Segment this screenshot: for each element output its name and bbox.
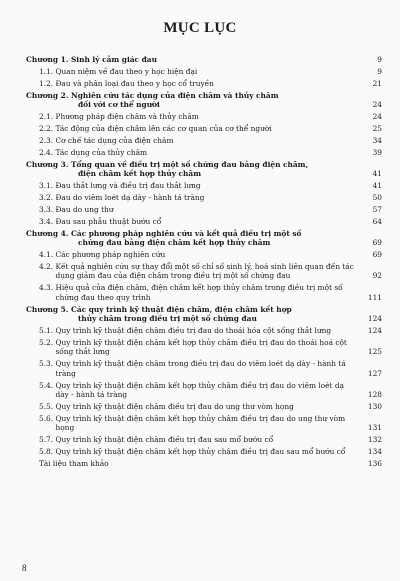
toc-entry-number: 4.1. (39, 249, 54, 259)
toc-entry-title-continuation: thủy châm trong điều trị một số chứng đau (78, 314, 257, 324)
toc-entry-number: 5.4. (39, 380, 54, 390)
toc-entry-number: 5.3. (39, 359, 54, 369)
toc-section-entry (26, 338, 382, 357)
toc-entry-page: 136 (367, 459, 382, 469)
toc-entry-title: Quan niệm về đau theo y học hiện đại (55, 66, 198, 76)
toc-entry-title: Quy trình kỹ thuật điện châm điều trị đau sau mổ bướu cổ (55, 435, 274, 445)
toc-entry-title: Đau sau phẫu thuật bướu cổ (55, 216, 162, 226)
toc-entry-number: 5.8. (39, 447, 54, 457)
toc-entry-page: 124 (367, 326, 382, 336)
toc-entry-page: 21 (372, 78, 382, 88)
toc-entry-title: Quy trình kỹ thuật điện châm kết hợp thủy châm điều trị đau do thoái hoá cột sống thắt lưng (55, 337, 347, 357)
toc-entry-page: 24 (372, 100, 382, 110)
toc-entry-page: 41 (372, 169, 382, 179)
toc-entry-page: 34 (372, 135, 382, 145)
page-number: 8 (22, 563, 27, 573)
toc-entry-page: 50 (372, 192, 382, 202)
toc-entry-title: Đau và phân loại đau theo y học cổ truyền (55, 78, 214, 88)
toc-entry-number: 4.2. (39, 261, 54, 271)
toc-references-entry (26, 459, 382, 469)
toc-section-entry (26, 205, 382, 215)
toc-entry-number: 2.4. (39, 147, 54, 157)
toc-entry-page: 134 (367, 447, 382, 457)
toc-section-entry (26, 193, 382, 203)
table-of-contents (26, 55, 382, 471)
toc-entry-title: Chương 2. Nghiên cứu tác dụng của điện châm và thủy châm (26, 90, 279, 100)
toc-section-entry (26, 148, 382, 158)
toc-entry-page: 9 (377, 66, 382, 76)
toc-entry-number: 5.6. (39, 413, 54, 423)
toc-entry-page: 130 (367, 402, 382, 412)
toc-entry-title: Chương 5. Các quy trình kỹ thuật điện châm, điện châm kết hợp (26, 304, 292, 314)
toc-entry-title: Cơ chế tác dụng của điện châm (55, 135, 174, 145)
toc-entry-title: Quy trình kỹ thuật điện châm điều trị đau do thoái hóa cột sống thắt lưng (55, 326, 332, 336)
toc-section-entry (26, 67, 382, 77)
toc-section-entry (26, 326, 382, 336)
toc-entry-page: 111 (367, 292, 382, 302)
toc-section-entry (26, 181, 382, 191)
toc-entry-title: Hiệu quả của điện châm, điện châm kết hợp thủy châm trong điều trị một số chứng đau theo quy trình (55, 283, 343, 302)
toc-entry-title: Đau do ung thư (55, 204, 114, 214)
toc-entry-title: Chương 4. Các phương pháp nghiên cứu và kết quả điều trị một số (26, 228, 302, 238)
toc-entry-title: Quy trình kỹ thuật điện châm kết hợp thủy châm điều trị đau do viêm loét dạ dày - hành tá tràng (55, 380, 344, 400)
page-title: MỤC LỤC (163, 20, 237, 36)
toc-entry-number: 2.1. (39, 112, 54, 122)
toc-entry-page: 92 (372, 271, 382, 281)
toc-entry-page: 24 (372, 112, 382, 122)
toc-entry-title: Tài liệu tham khảo (39, 459, 109, 469)
toc-section-entry (26, 381, 382, 400)
toc-section-entry (26, 359, 382, 378)
toc-entry-page: 57 (372, 204, 382, 214)
toc-entry-number: 1.1. (39, 66, 54, 76)
toc-entry-title: Tác động của điện châm lên các cơ quan của cơ thể người (55, 123, 272, 133)
toc-entry-title: Quy trình kỹ thuật điện châm kết hợp thủy châm điều trị đau do ung thư vòm họng (55, 413, 346, 433)
toc-entry-page: 9 (377, 55, 382, 64)
toc-entry-page: 25 (372, 123, 382, 133)
toc-section-entry (26, 79, 382, 89)
toc-entry-title-continuation: đối với cơ thể người (78, 100, 160, 110)
toc-entry-page: 64 (372, 216, 382, 226)
toc-entry-title: Kết quả nghiên cứu sự thay đổi một số chỉ số sinh lý, hoá sinh liên quan đến tác dụng giảm đau của điện châm trong điều trị một số chứng đau (55, 261, 354, 281)
toc-entry-number: 3.2. (39, 192, 54, 202)
toc-entry-title: Chương 1. Sinh lý cảm giác đau (26, 55, 157, 64)
toc-section-entry (26, 283, 382, 302)
toc-section-entry (26, 402, 382, 412)
toc-entry-title-continuation: chứng đau bằng điện châm kết hợp thủy châm (78, 238, 271, 248)
toc-chapter-entry (26, 160, 382, 179)
toc-entry-page: 125 (367, 347, 382, 357)
toc-entry-number: 5.7. (39, 435, 54, 445)
toc-entry-number: 3.3. (39, 204, 54, 214)
toc-entry-number: 3.1. (39, 181, 54, 191)
toc-entry-page: 127 (367, 368, 382, 378)
toc-entry-title: Phương pháp điện châm và thủy châm (55, 112, 199, 122)
toc-section-entry (26, 217, 382, 227)
toc-entry-number: 1.2. (39, 78, 54, 88)
toc-section-entry (26, 124, 382, 134)
toc-entry-number: 2.3. (39, 135, 54, 145)
toc-entry-title-continuation: điện châm kết hợp thủy châm (78, 169, 202, 179)
toc-entry-page: 69 (372, 238, 382, 248)
toc-section-entry (26, 136, 382, 146)
toc-entry-title: Chương 3. Tổng quan về điều trị một số chứng đau bằng điện châm, (26, 159, 309, 169)
toc-entry-page: 39 (372, 147, 382, 157)
toc-entry-page: 128 (367, 390, 382, 400)
toc-entry-title: Đau thắt lưng và điều trị đau thắt lưng (55, 181, 201, 191)
toc-entry-number: 5.5. (39, 402, 54, 412)
toc-entry-title: Quy trình kỹ thuật điện châm điều trị đau do ung thư vòm họng (55, 402, 294, 412)
toc-chapter-entry (26, 91, 382, 110)
toc-chapter-entry (26, 55, 382, 65)
toc-section-entry (26, 262, 382, 281)
toc-chapter-entry (26, 229, 382, 248)
toc-entry-number: 3.4. (39, 216, 54, 226)
toc-entry-title: Quy trình kỹ thuật điện châm kết hợp thủy châm điều trị đau sau mổ bướu cổ (55, 447, 346, 457)
toc-section-entry (26, 414, 382, 433)
toc-entry-page: 41 (372, 181, 382, 191)
toc-entry-number: 5.2. (39, 337, 54, 347)
toc-entry-page: 124 (367, 314, 382, 324)
toc-entry-number: 4.3. (39, 283, 54, 293)
toc-section-entry (26, 447, 382, 457)
toc-entry-page: 131 (367, 423, 382, 433)
toc-entry-page: 132 (367, 435, 382, 445)
toc-section-entry (26, 250, 382, 260)
toc-entry-page: 69 (372, 249, 382, 259)
toc-entry-title: Tác dụng của thủy châm (55, 147, 148, 157)
toc-section-entry (26, 112, 382, 122)
toc-entry-number: 2.2. (39, 123, 54, 133)
toc-entry-title: Quy trình kỹ thuật điện châm trong điều trị đau do viêm loét dạ dày - hành tá tràng (55, 359, 346, 378)
toc-entry-title: Các phương pháp nghiên cứu (55, 249, 166, 259)
toc-entry-number: 5.1. (39, 326, 54, 336)
toc-entry-title: Đau do viêm loét dạ dày - hành tá tràng (55, 192, 205, 202)
toc-section-entry (26, 435, 382, 445)
toc-chapter-entry (26, 305, 382, 324)
